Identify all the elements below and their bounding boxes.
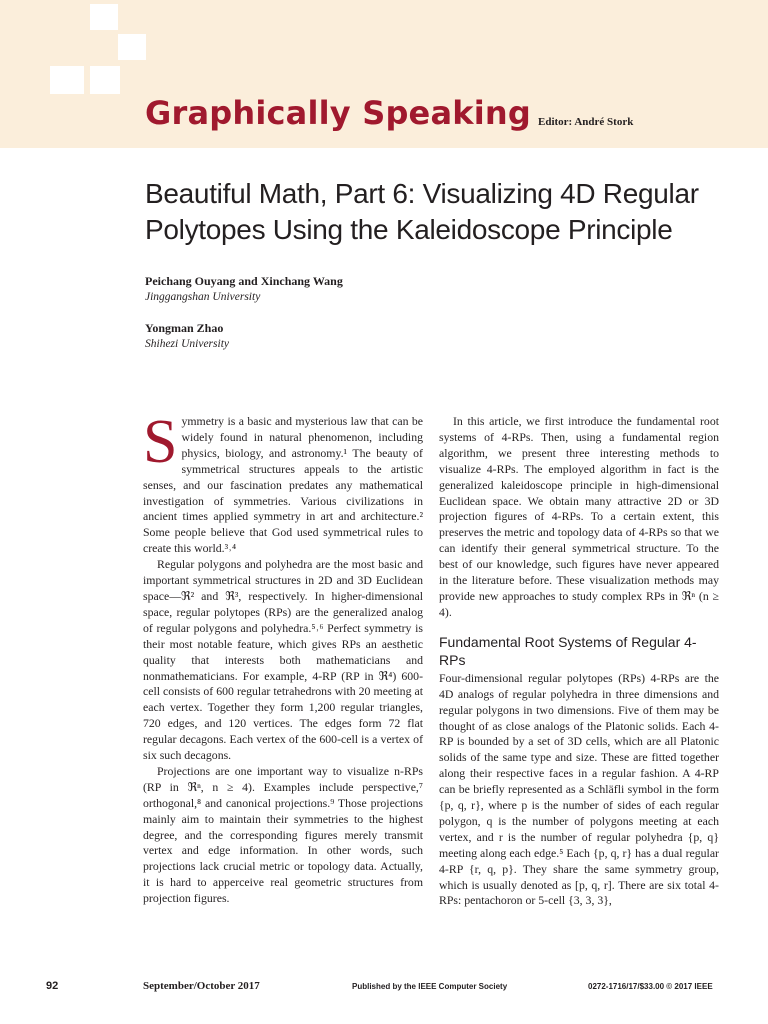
article-title: Beautiful Math, Part 6: Visualizing 4D Regular Polytopes Using the Kaleidoscope Principle: [145, 178, 699, 245]
paragraph: Four-dimensional regular polytopes (RPs) 4-RPs are the 4D analogs of regular polyhedra in three dimensions and regular polygons in two dimensions. Five of them may be thought of as close analogs of the Platonic solids. Each 4-RP is bounded by a set of 3D cells, which are all Platonic solids of the same type and size. These are fitted together along their respective faces in a regular fashion. A 4-RP can be briefly represented as a Schläfli symbol in the form {p, q, r}, where p is the number of sides of each regular polygon, q is the number of polygons meeting at each vertex, and r is the number of regular polyhedra {p, q} meeting along each edge.⁵ Each {p, q, r} has a dual regular 4-RP {r, q, p}. They share the same symmetry group, which is usually denoted as [p, q, r]. There are six total 4-RPs: pentachoron or 5-cell {3, 3, 3},: [439, 670, 719, 908]
author-affiliation: Shihezi University: [145, 338, 229, 350]
subheading: Fundamental Root Systems of Regular 4-RPs: [439, 633, 697, 668]
page-number: 92: [46, 980, 59, 992]
author-names: Peichang Ouyang and Xinchang Wang: [145, 274, 343, 288]
paragraph: Projections are one important way to visualize n-RPs (RP in ℜⁿ, n ≥ 4). Examples include perspective,⁷ orthogonal,⁸ and canonical projections.⁹ Those projections mainly aim to maintain their symmetries to the highest degree, and the corresponding figures merely transmit vertex and edge information. In other words, such projections lack crucial metric or topology data. Actually, it is hard to apperceive real geometric structures from projection figures.: [143, 763, 423, 906]
right-column: [439, 414, 719, 909]
paragraph: In this article, we first introduce the fundamental root systems of 4-RPs. Then, using a fundamental region algorithm, we present three interesting methods to visualize 4-RPs. The employed algorithm in fact is the generalized kaleidoscope principle in high-dimensional Euclidean space. We obtain many attractive 2D or 3D projection figures of 4-RPs. To a certain extent, this preserves the metric and topology data of 4-RPs so that we can identify their general symmetrical structure. To the best of our knowledge, such figures have never appeared in the literature before. These visualization methods may provide new approaches to study complex RPs in ℜⁿ (n ≥ 4).: [439, 414, 719, 619]
section-title: Graphically Speaking: [145, 94, 531, 132]
decorative-square: [90, 4, 118, 30]
issue-date: September/October 2017: [143, 980, 260, 992]
editor-credit: Editor: André Stork: [538, 116, 634, 128]
paragraph: Regular polygons and polyhedra are the most basic and important symmetrical structures in 2D and 3D Euclidean space—ℜ² and ℜ³, respectively. In higher-dimensional space, regular polytopes (RPs) are the generalized analog of regular polygons and polyhedra.⁵˒⁶ Perfect symmetry is their most notable feature, which gives RPs an aesthetic quality that interests both mathematicians and nonmathematicians. For example, 4-RP (RP in ℜ⁴) 600-cell consists of 600 regular tetrahedrons with 20 meeting at each vertex. Together they form 1,200 regular triangles, 720 edges, and 120 vertices. The edges form 72 flat regular decagons. Each vertex of the 600-cell is a vertex of six such decagons.: [143, 557, 423, 763]
publisher-line: Published by the IEEE Computer Society: [352, 982, 508, 991]
decorative-square: [90, 66, 120, 94]
drop-cap: S: [143, 408, 178, 476]
author-names: Yongman Zhao: [145, 321, 224, 335]
copyright-line: 0272-1716/17/$33.00 © 2017 IEEE: [588, 982, 713, 991]
decorative-square: [50, 66, 84, 94]
paragraph: Symmetry is a basic and mysterious law that can be widely found in natural phenomenon, including physics, biology, and astronomy.¹ The beauty of symmetrical structures appeals to the artistic senses, and our fascination predates any mathematical investigation of symmetries. Various civilizations in ancient times applied symmetry in art and architecture.² Some people believe that God used symmetrical rules to create this world.³˒⁴: [143, 408, 423, 556]
left-column: [143, 408, 423, 907]
author-affiliation: Jinggangshan University: [145, 291, 261, 303]
decorative-square: [118, 34, 146, 60]
